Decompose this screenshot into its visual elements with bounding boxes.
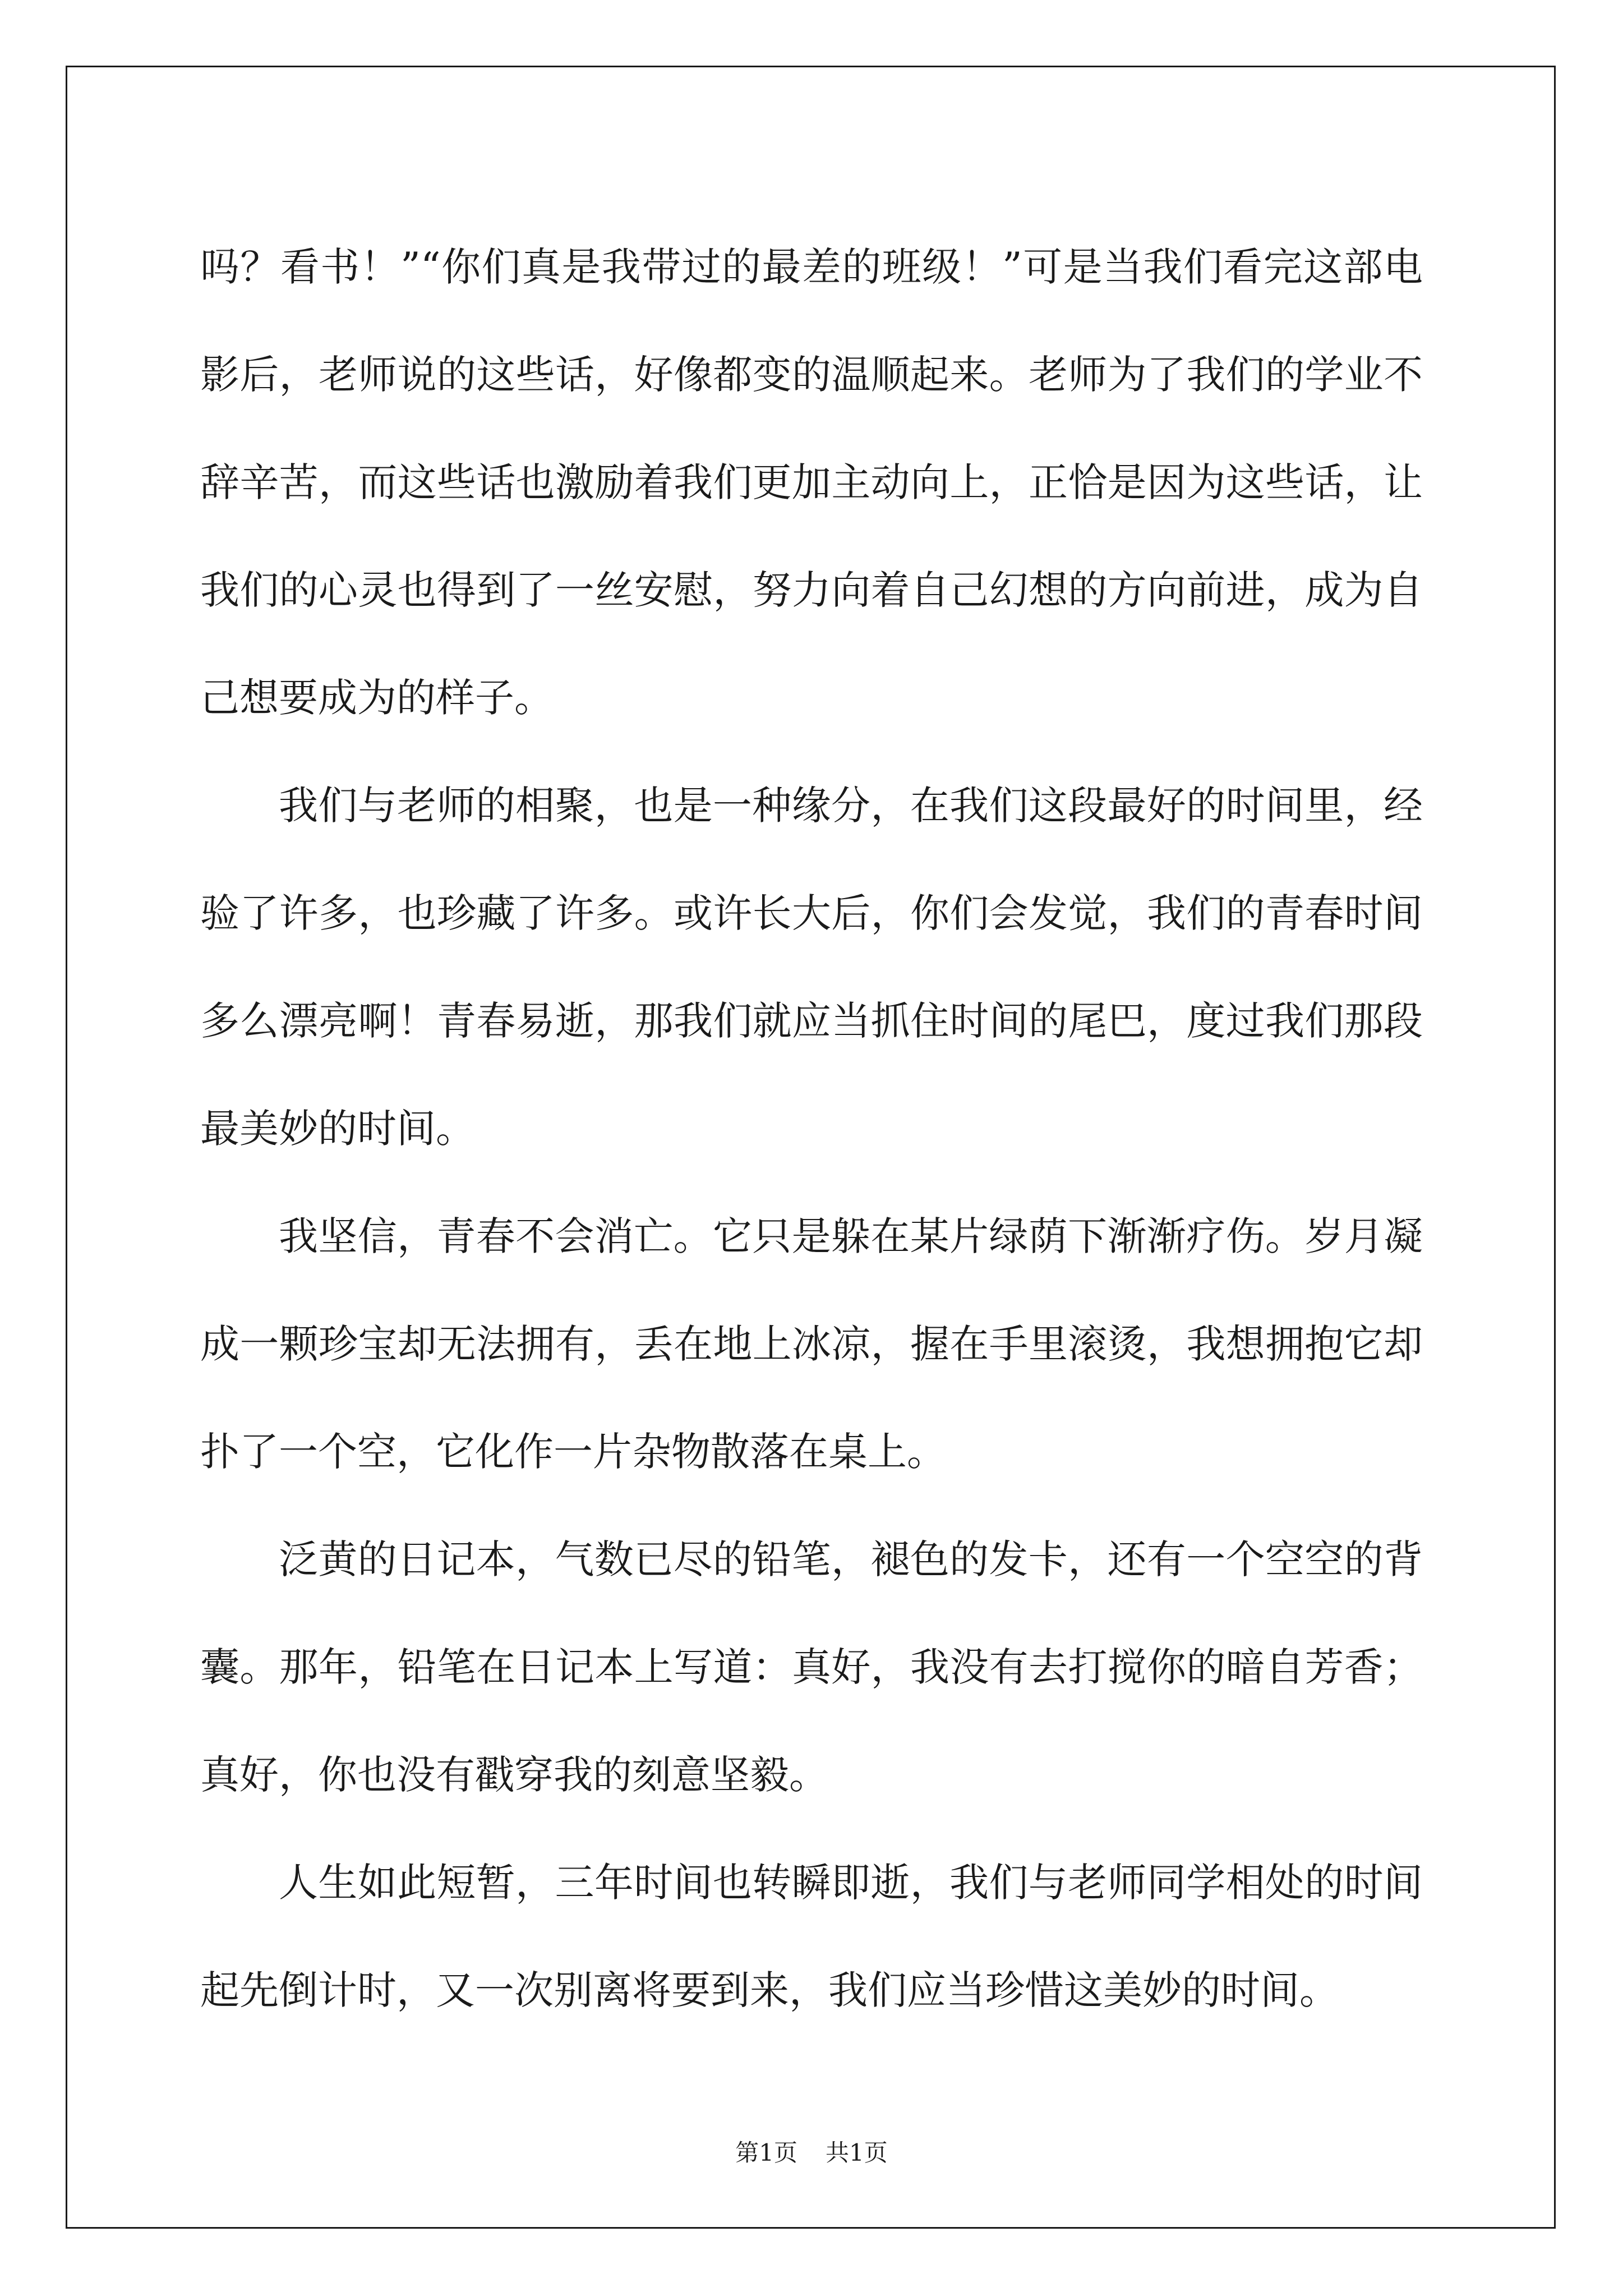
paragraph-4: 泛黄的日记本，气数已尽的铅笔，褪色的发卡，还有一个空空的背囊。那年，铅笔在日记本上写道：真好，我没有去打搅你的暗自芳香；真好，你也没有戳穿我的刻意坚毅。 bbox=[200, 1536, 1423, 1798]
document-body bbox=[200, 213, 1423, 2044]
page-number: 第1页 bbox=[735, 2139, 797, 2166]
paragraph-5: 人生如此短暂，三年时间也转瞬即逝，我们与老师同学相处的时间起先倒计时，又一次别离将要到来，我们应当珍惜这美妙的时间。 bbox=[200, 1860, 1423, 2013]
paragraph-1: 吗？看书！”“你们真是我带过的最差的班级！”可是当我们看完这部电影后，老师说的这些话，好像都变的温顺起来。老师为了我们的学业不辞辛苦，而这些话也激励着我们更加主动向上，正恰是因为这些话，让我们的心灵也得到了一丝安慰，努力向着自己幻想的方向前进，成为自己想要成为的样子。 bbox=[200, 244, 1423, 721]
page-total: 共1页 bbox=[826, 2139, 888, 2166]
paragraph-2: 我们与老师的相聚，也是一种缘分，在我们这段最好的时间里，经验了许多，也珍藏了许多。或许长大后，你们会发觉，我们的青春时间多么漂亮啊！青春易逝，那我们就应当抓住时间的尾巴，度过我们那段最美妙的时间。 bbox=[200, 783, 1423, 1152]
paragraph-3: 我坚信，青春不会消亡。它只是躲在某片绿荫下渐渐疗伤。岁月凝成一颗珍宝却无法拥有，丢在地上冰凉，握在手里滚烫，我想拥抱它却扑了一个空，它化作一片杂物散落在桌上。 bbox=[200, 1213, 1423, 1475]
page-footer bbox=[0, 2134, 1623, 2168]
